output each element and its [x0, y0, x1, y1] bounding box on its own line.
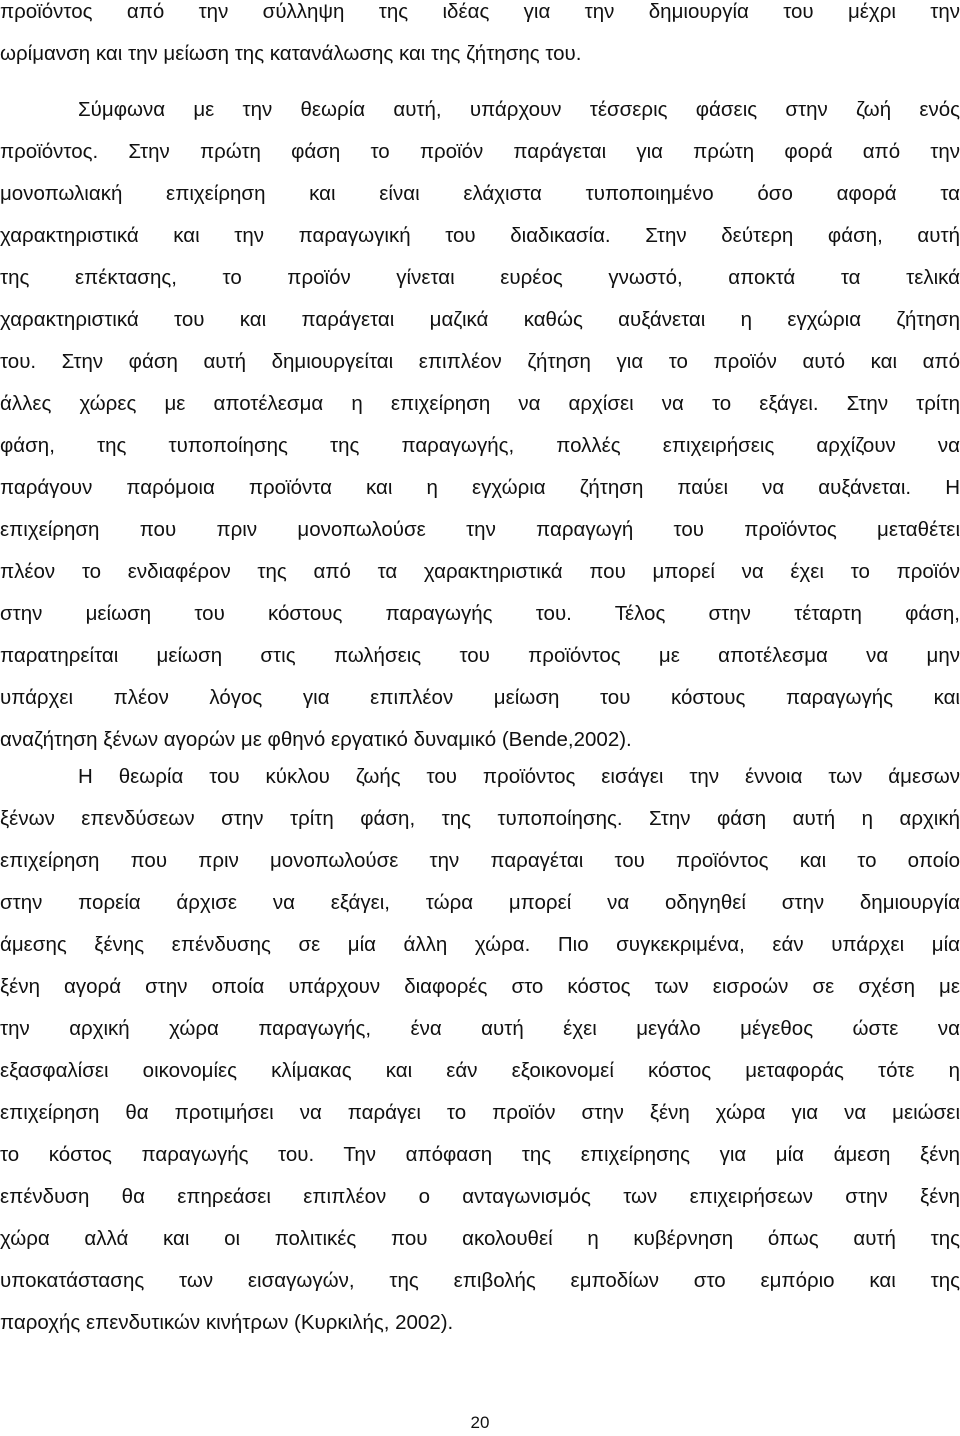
text-line: Σύμφωνα με την θεωρία αυτή, υπάρχουν τέσσερις φάσεις στην ζωή ενός: [78, 98, 960, 121]
text-line: εξασφαλίσει οικονομίες κλίμακας και εάν εξοικονομεί κόστος μεταφοράς τότε η: [0, 1059, 960, 1082]
paragraph-life-cycle-phases: [0, 98, 960, 770]
text-line: ξένη αγορά στην οποία υπάρχουν διαφορές στο κόστος των εισροών σε σχέση με: [0, 975, 960, 998]
text-line: παροχής επενδυτικών κινήτρων (Κυρκιλής, 2002).: [0, 1311, 454, 1334]
text-line: προϊόντος από την σύλληψη της ιδέας για την δημιουργία του μέχρι την: [0, 0, 960, 23]
text-line: στην πορεία άρχισε να εξάγει, τώρα μπορεί να οδηγηθεί στην δημιουργία: [0, 891, 960, 914]
text-line: φάση, της τυποποίησης της παραγωγής, πολλές επιχειρήσεις αρχίζουν να: [0, 434, 960, 457]
text-line: χαρακτηριστικά του και παράγεται μαζικά καθώς αυξάνεται η εγχώρια ζήτηση: [0, 308, 960, 331]
text-line: άμεσης ξένης επένδυσης σε μία άλλη χώρα. Πιο συγκεκριμένα, εάν υπάρχει μία: [0, 933, 960, 956]
text-line: την αρχική χώρα παραγωγής, ένα αυτή έχει μεγάλο μέγεθος ώστε να: [0, 1017, 960, 1040]
text-line: της επέκτασης, το προϊόν γίνεται ευρέος γνωστό, αποκτά τα τελικά: [0, 266, 960, 289]
text-line: αναζήτηση ξένων αγορών με φθηνό εργατικό δυναμικό (Bende,2002).: [0, 728, 632, 751]
text-line: υποκατάστασης των εισαγωγών, της επιβολής εμποδίων στο εμπόριο και της: [0, 1269, 960, 1292]
text-line: του. Στην φάση αυτή δημιουργείται επιπλέον ζήτηση για το προϊόν αυτό και από: [0, 350, 960, 373]
page-number: 20: [470, 1413, 490, 1432]
text-line: άλλες χώρες με αποτέλεσμα η επιχείρηση να αρχίσει να το εξάγει. Στην τρίτη: [0, 392, 960, 415]
text-line: Η θεωρία του κύκλου ζωής του προϊόντος εισάγει την έννοια των άμεσων: [78, 765, 960, 788]
text-line: το κόστος παραγωγής του. Την απόφαση της επιχείρησης για μία άμεση ξένη: [0, 1143, 960, 1166]
paragraph-fdi-theory: [0, 765, 960, 1353]
text-line: χώρα αλλά και οι πολιτικές που ακολουθεί η κυβέρνηση όπως αυτή της: [0, 1227, 960, 1250]
text-line: ξένων επενδύσεων στην τρίτη φάση, της τυποποίησης. Στην φάση αυτή η αρχική: [0, 807, 960, 830]
text-line: πλέον το ενδιαφέρον της από τα χαρακτηριστικά που μπορεί να έχει το προϊόν: [0, 560, 960, 583]
text-line: επένδυση θα επηρεάσει επιπλέον ο ανταγωνισμός των επιχειρήσεων στην ξένη: [0, 1185, 960, 1208]
text-line: προϊόντος. Στην πρώτη φάση το προϊόν παράγεται για πρώτη φορά από την: [0, 140, 960, 163]
text-line: παράγουν παρόμοια προϊόντα και η εγχώρια ζήτηση παύει να αυξάνεται. Η: [0, 476, 960, 499]
text-line: χαρακτηριστικά και την παραγωγική του διαδικασία. Στην δεύτερη φάση, αυτή: [0, 224, 960, 247]
text-line: υπάρχει πλέον λόγος για επιπλέον μείωση του κόστους παραγωγής και: [0, 686, 960, 709]
text-line: παρατηρείται μείωση στις πωλήσεις του προϊόντος με αποτέλεσμα να μην: [0, 644, 960, 667]
text-line: επιχείρηση που πριν μονοπωλούσε την παραγωγή του προϊόντος μεταθέτει: [0, 518, 960, 541]
paragraph-continuation: [0, 0, 960, 84]
text-line: ωρίμανση και την μείωση της κατανάλωσης και της ζήτησης του.: [0, 42, 582, 65]
text-line: επιχείρηση θα προτιμήσει να παράγει το προϊόν στην ξένη χώρα για να μειώσει: [0, 1101, 960, 1124]
text-line: μονοπωλιακή επιχείρηση και είναι ελάχιστα τυποποιημένο όσο αφορά τα: [0, 182, 960, 205]
text-line: επιχείρηση που πριν μονοπωλούσε την παραγέται του προϊόντος και το οποίο: [0, 849, 960, 872]
text-line: στην μείωση του κόστους παραγωγής του. Τέλος στην τέταρτη φάση,: [0, 602, 960, 625]
